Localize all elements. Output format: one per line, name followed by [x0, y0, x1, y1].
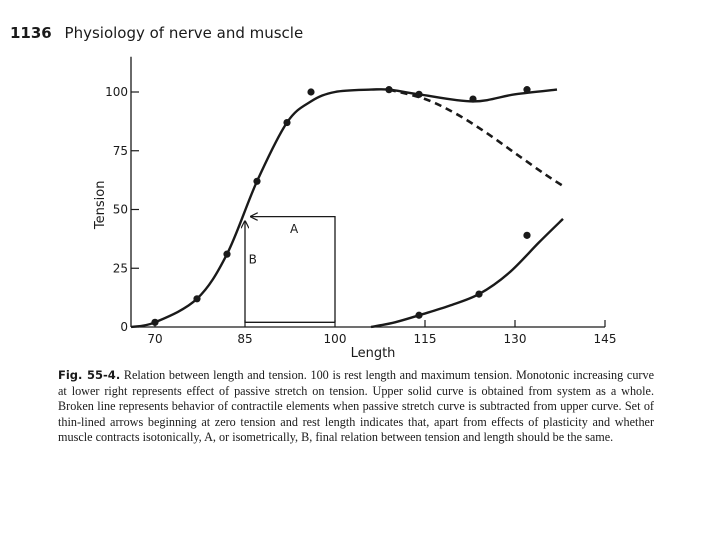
figure-caption: Relation between length and tension. 100 is rest length and maximum tension. Monotonic increasing curve at lower right represents effect of passive stretch on tension. Upper solid curve is obtained from system as a whole. Broken line represents behavior of contractile elements when passive stretch curve is subtracted from upper curve. Set of thin-lined arrows beginning at zero tension and rest length indicates that, apart from effects of plasticity and whether muscle contracts isotonically, A, or isometrically, B, final relation between tension and length should be the same.	[58, 368, 654, 445]
x-tick-label: 145	[593, 332, 617, 346]
figure-label: Fig. 55-4.	[58, 368, 121, 382]
data-point	[283, 119, 290, 126]
series-line-3	[371, 219, 563, 327]
series-line-1	[131, 89, 557, 327]
arrow-label-a: A	[290, 222, 299, 236]
data-point	[193, 295, 200, 302]
page-number: 1136	[10, 24, 52, 42]
data-point	[415, 312, 422, 319]
x-axis-title: Length	[350, 346, 396, 361]
data-point	[253, 178, 260, 185]
series-line-2	[389, 90, 563, 186]
y-tick-label: 50	[112, 202, 128, 217]
y-tick-label: 75	[112, 143, 128, 158]
page-running-title: Physiology of nerve and muscle	[64, 24, 304, 42]
x-tick-label: 100	[323, 332, 347, 346]
x-tick-label: 130	[503, 332, 527, 346]
x-tick-label: 115	[413, 332, 437, 346]
figure-caption-block	[58, 368, 654, 446]
y-tick-label: 25	[112, 261, 128, 276]
data-point	[523, 86, 530, 93]
data-point	[469, 95, 476, 102]
data-point	[307, 88, 314, 95]
data-point	[223, 251, 230, 258]
arrow-b	[245, 221, 335, 322]
arrow-label-b: B	[248, 252, 257, 267]
x-tick-label: 70	[147, 332, 163, 346]
x-tick-label: 85	[237, 332, 253, 346]
data-point	[523, 232, 530, 239]
y-axis-title: Tension	[93, 180, 108, 230]
data-point	[475, 291, 482, 298]
y-tick-label: 0	[120, 320, 128, 334]
data-point	[151, 319, 158, 326]
y-tick-label: 100	[105, 85, 128, 99]
